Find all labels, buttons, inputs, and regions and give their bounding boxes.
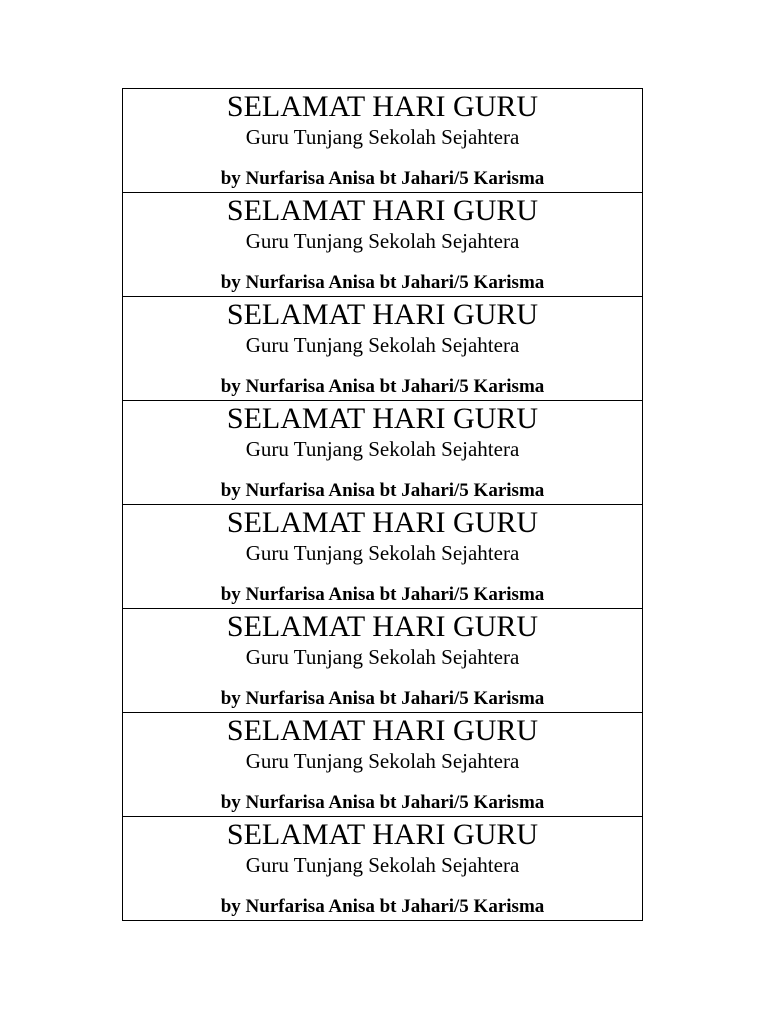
label-title: SELAMAT HARI GURU <box>226 402 539 435</box>
label-subtitle: Guru Tunjang Sekolah Sejahtera <box>245 333 520 357</box>
label-title: SELAMAT HARI GURU <box>226 506 539 539</box>
label-author: by Nurfarisa Anisa bt Jahari/5 Karisma <box>220 168 545 189</box>
label-box <box>123 400 642 504</box>
label-author: by Nurfarisa Anisa bt Jahari/5 Karisma <box>220 792 545 813</box>
label-box <box>123 89 642 192</box>
label-author: by Nurfarisa Anisa bt Jahari/5 Karisma <box>220 480 545 501</box>
label-box <box>123 296 642 400</box>
label-title: SELAMAT HARI GURU <box>226 818 539 851</box>
label-box <box>123 192 642 296</box>
label-title: SELAMAT HARI GURU <box>226 714 539 747</box>
label-title: SELAMAT HARI GURU <box>226 610 539 643</box>
label-subtitle: Guru Tunjang Sekolah Sejahtera <box>245 541 520 565</box>
label-subtitle: Guru Tunjang Sekolah Sejahtera <box>245 125 520 149</box>
label-author: by Nurfarisa Anisa bt Jahari/5 Karisma <box>220 272 545 293</box>
label-subtitle: Guru Tunjang Sekolah Sejahtera <box>245 645 520 669</box>
label-author: by Nurfarisa Anisa bt Jahari/5 Karisma <box>220 688 545 709</box>
label-subtitle: Guru Tunjang Sekolah Sejahtera <box>245 853 520 877</box>
label-subtitle: Guru Tunjang Sekolah Sejahtera <box>245 437 520 461</box>
label-box <box>123 504 642 608</box>
label-sheet <box>122 88 643 921</box>
label-box <box>123 712 642 816</box>
label-title: SELAMAT HARI GURU <box>226 194 539 227</box>
label-author: by Nurfarisa Anisa bt Jahari/5 Karisma <box>220 376 545 397</box>
label-author: by Nurfarisa Anisa bt Jahari/5 Karisma <box>220 896 545 917</box>
label-title: SELAMAT HARI GURU <box>226 90 539 123</box>
label-author: by Nurfarisa Anisa bt Jahari/5 Karisma <box>220 584 545 605</box>
label-box <box>123 816 642 920</box>
label-subtitle: Guru Tunjang Sekolah Sejahtera <box>245 749 520 773</box>
label-subtitle: Guru Tunjang Sekolah Sejahtera <box>245 229 520 253</box>
label-box <box>123 608 642 712</box>
label-title: SELAMAT HARI GURU <box>226 298 539 331</box>
